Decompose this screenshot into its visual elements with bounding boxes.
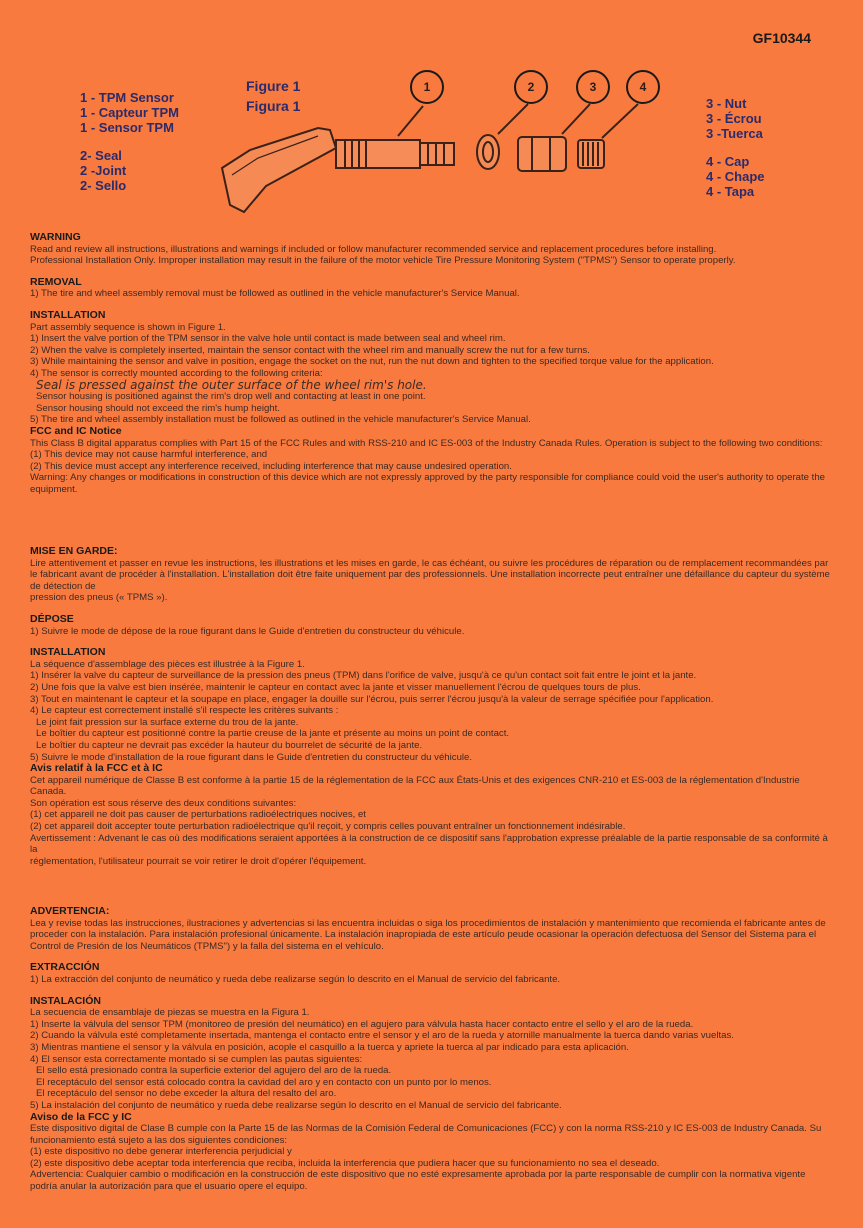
paragraph: pression des pneus (« TPMS »). — [30, 592, 168, 604]
legend-line: 3 -Tuerca — [706, 126, 763, 141]
paragraph: 2) When the valve is completely inserted, maintain the sensor contact with the wheel rim and manually screw the nut for a few turns. — [30, 344, 590, 356]
tpms-parts-diagram — [0, 0, 863, 230]
fcc-heading: Avis relatif à la FCC et à IC — [30, 762, 163, 775]
paragraph: Este dispositivo digital de Clase B cumple con la Parte 15 de las Normas de la Comisión Federal de Comunicaciones (FCC) y con la norma RSS-210 y IC ES-003 de Industry Canada. Su funcionamiento está sujeto a las dos siguientes condiciones: — [30, 1123, 822, 1146]
criteria-item: Le boîtier du capteur ne devrait pas excéder la hauteur du bourrelet de sécurité de la jante. — [36, 739, 423, 751]
criteria-highlight: Seal is pressed against the outer surface of the wheel rim's hole. — [36, 377, 427, 392]
paragraph: 1) Inserte la válvula del sensor TPM (monitoreo de presión del neumático) en el agujero para válvula hasta hacer contacto entre el sello y el aro de la rueda. — [30, 1018, 694, 1030]
paragraph: Lea y revise todas las instrucciones, ilustraciones y advertencias si las encuentra incluidas o siga los procedimientos de instalación y mantenimiento que recomienda el fabricante antes de proceder con la instalación. Para instalación profesional únicamente. La instalación inapropiada de este artículo peude ocasionar la operación defectuosa del Sensor del Sistema para el Control de Presión de los Neumáticos (TPMS") y la falla del sistema en el vehículo. — [30, 917, 826, 952]
installation-heading: INSTALLATION — [30, 308, 106, 321]
paragraph: (2) este dispositivo debe aceptar toda interferencia que reciba, incluida la interferencia que pudiera hacer que su funcionamiento no sea el deseado. — [30, 1157, 660, 1169]
removal-heading: REMOVAL — [30, 275, 82, 288]
part-number: GF10344 — [752, 30, 811, 46]
paragraph: 1) Insert the valve portion of the TPM sensor in the valve hole until contact is made between seal and wheel rim. — [30, 333, 506, 345]
removal-heading: EXTRACCIÓN — [30, 961, 100, 974]
legend-line: 4 - Cap — [706, 154, 750, 169]
valve-stem — [336, 140, 420, 168]
paragraph: 4) The sensor is correctly mounted according to the following criteria: — [30, 367, 323, 379]
paragraph: Part assembly sequence is shown in Figure 1. — [30, 321, 226, 333]
paragraph: This Class B digital apparatus complies with Part 15 of the FCC Rules and with RSS-210 and IC ES-003 of the Industry Canada Rules. Operation is subject to the following two conditions: — [30, 437, 823, 449]
callout-3: 3 — [576, 70, 610, 104]
removal-heading: DÉPOSE — [30, 612, 74, 625]
paragraph: (2) cet appareil doit accepter toute perturbation radioélectrique qu'il reçoit, y compris celles pouvant entraîner un fonctionnement indésirable. — [30, 821, 626, 833]
legend-line: 3 - Écrou — [706, 111, 762, 126]
legend-line: 1 - TPM Sensor — [80, 90, 174, 105]
paragraph: 3) Mientras mantiene el sensor y la válvula en posición, acople el casquillo a la tuerca y apriete la tuerca al par indicado para esta aplicación. — [30, 1041, 629, 1053]
paragraph: Advertencia: Cualquier cambio o modificación en la construcción de este dispositivo que no esté expresamente aprobada por la parte responsable de cumplir con la normativa vigente podría anular la autorización para que el usuario opere el equipo. — [30, 1169, 806, 1193]
paragraph: 5) La instalación del conjunto de neumático y rueda debe realizarse según lo descrito en el Manual de servicio del fabricante. — [30, 1099, 562, 1111]
english-section — [30, 232, 830, 495]
paragraph: (2) This device must accept any interference received, including interference that may cause undesired operation. — [30, 460, 512, 472]
warning-heading: MISE EN GARDE: — [30, 545, 118, 557]
nut-part — [518, 137, 566, 171]
legend-line: 2- Sello — [80, 178, 127, 193]
paragraph: Avertissement : Advenant le cas où des modifications seraient apportées à la construction de ce dispositif sans l'approbation expresse préalable de la partie responsable de sa conformité à la — [30, 832, 828, 856]
installation-heading: INSTALACIÓN — [30, 994, 101, 1007]
callout-2: 2 — [514, 70, 548, 104]
paragraph: Lire attentivement et passer en revue les instructions, les illustrations et les mises en garde, le cas échéant, ou suivre les procédures de réparation ou de remplacement recommandées par le fabricant avant de procéder à l'installation. L'installation doit être faite uniquement par des professionnels. Une installation incorrecte peut entraîner une défaillance du capteur du système de détection de — [30, 557, 830, 592]
paragraph: 5) Suivre le mode d'installation de la roue figurant dans le Guide d'entretien du constructeur du véhicule. — [30, 751, 473, 763]
paragraph: 3) While maintaining the sensor and valve in position, engage the socket on the nut, run the nut down and tighten to the specified torque value for the application. — [30, 356, 714, 368]
paragraph: 3) Tout en maintenant le capteur et la soupape en place, engager la douille sur l'écrou, puis serrer l'écrou jusqu'à la valeur de serrage spécifiée pour l'application. — [30, 693, 714, 705]
criteria-item: Sensor housing should not exceed the rim's hump height. — [36, 402, 280, 414]
paragraph: 4) Le capteur est correctement installé s'il respecte les critères suivants : — [30, 705, 339, 717]
criteria-item: Le boîtier du capteur est positionné contre la partie creuse de la jante et présente au moins un point de contact. — [36, 728, 510, 740]
french-section — [30, 546, 830, 867]
paragraph: 1) Insérer la valve du capteur de surveillance de la pression des pneus (TPM) dans l'orifice de valve, jusqu'à ce qu'un contact soit fait entre le joint et la jante. — [30, 670, 697, 682]
criteria-item: El receptáculo del sensor no debe exceder la altura del resalto del aro. — [36, 1088, 337, 1100]
callout-4: 4 — [626, 70, 660, 104]
legend-line: 4 - Chape — [706, 169, 765, 184]
fcc-heading: Aviso de la FCC y IC — [30, 1110, 132, 1123]
legend-line: 2- Seal — [80, 148, 122, 163]
legend-line: 2 -Joint — [80, 163, 127, 178]
paragraph: 1) The tire and wheel assembly removal must be followed as outlined in the vehicle manufacturer's Service Manual. — [30, 288, 520, 300]
warning-heading: ADVERTENCIA: — [30, 905, 110, 917]
paragraph: La secuencia de ensamblaje de piezas se muestra en la Figura 1. — [30, 1007, 310, 1019]
paragraph: 5) The tire and wheel assembly installation must be followed as outlined in the vehicle manufacturer's Service Manual. — [30, 414, 531, 426]
figure-title-fr: Figura 1 — [246, 98, 301, 114]
legend-line: 1 - Sensor TPM — [80, 120, 174, 135]
paragraph: Professional Installation Only. Improper installation may result in the failure of the motor vehicle Tire Pressure Monitoring System ("TPMS") Sensor to operate properly. — [30, 255, 736, 267]
legend-line: 3 - Nut — [706, 96, 747, 111]
paragraph: 1) La extracción del conjunto de neumático y rueda debe realizarse según lo descrito en el Manual de servicio del fabricante. — [30, 973, 561, 985]
criteria-item: Le joint fait pression sur la surface externe du trou de la jante. — [36, 716, 299, 728]
paragraph: La séquence d'assemblage des pièces est illustrée à la Figure 1. — [30, 658, 305, 670]
seal-ring — [477, 135, 499, 169]
paragraph: (1) cet appareil ne doit pas causer de perturbations radioélectriques nocives, et — [30, 809, 366, 821]
criteria-item: El receptáculo del sensor está colocado contra la cavidad del aro y en contacto con un punto por lo menos. — [36, 1076, 492, 1088]
paragraph: 4) El sensor esta correctamente montado si se cumplen las pautas siguientes: — [30, 1053, 363, 1065]
callout-1: 1 — [410, 70, 444, 104]
paragraph: (1) This device may not cause harmful interference, and — [30, 449, 268, 461]
cap-part — [578, 140, 604, 168]
legend-line: 1 - Capteur TPM — [80, 105, 179, 120]
figure-title-en: Figure 1 — [246, 78, 301, 94]
criteria-item: Sensor housing is positioned against the rim's drop well and contacting at least in one point. — [36, 391, 426, 403]
paragraph: 2) Cuando la válvula esté completamente insertada, mantenga el contacto entre el sensor y el aro de la rueda y atornille manualmente la tuerca dando varias vueltas. — [30, 1030, 734, 1042]
paragraph: Warning: Any changes or modifications in construction of this device which are not expressly approved by the party responsible for compliance could void the user's authority to operate the equipment. — [30, 472, 825, 495]
criteria-item: El sello está presionado contra la superficie exterior del agujero del aro de la rueda. — [36, 1065, 392, 1077]
installation-heading: INSTALLATION — [30, 646, 106, 659]
paragraph: 2) Une fois que la valve est bien insérée, maintenir le capteur en contact avec la jante et visser manuellement l'écrou de quelques tours de plus. — [30, 681, 641, 693]
fcc-heading: FCC and IC Notice — [30, 424, 122, 437]
spanish-section — [30, 906, 830, 1193]
paragraph: réglementation, l'utilisateur pourrait se voir retirer le droit d'opérer l'équipement. — [30, 855, 367, 867]
paragraph: Son opération est sous réserve des deux conditions suivantes: — [30, 797, 297, 809]
paragraph: Cet appareil numérique de Classe B est conforme à la partie 15 de la réglementation de la FCC aux États-Unis et des exigences CNR-210 et ES-003 de la réglementation d'Industrie Canada. — [30, 774, 800, 798]
legend-line: 4 - Tapa — [706, 184, 755, 199]
paragraph: 1) Suivre le mode de dépose de la roue figurant dans le Guide d'entretien du constructeur du véhicule. — [30, 625, 465, 637]
paragraph: Read and review all instructions, illustrations and warnings if included or follow manufacturer recommended service and replacement procedures before installing. — [30, 243, 717, 255]
paragraph: (1) este dispositivo no debe generar interferencia perjudicial y — [30, 1146, 292, 1158]
warning-heading: WARNING — [30, 231, 81, 243]
